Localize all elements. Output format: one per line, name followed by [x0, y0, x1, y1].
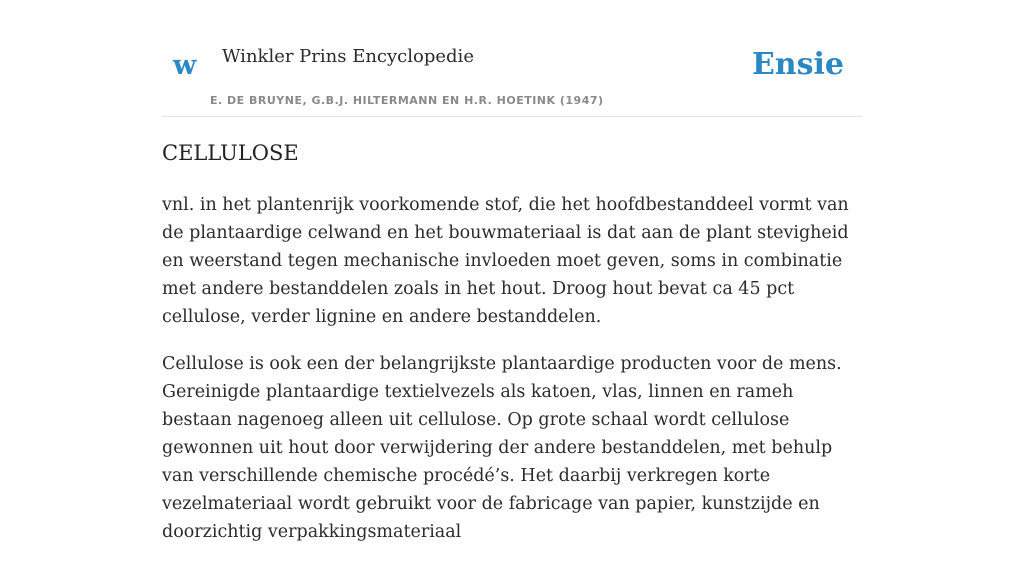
- source-authors: E. DE BRUYNE, G.B.J. HILTERMANN EN H.R. HOETINK (1947): [210, 94, 604, 107]
- ensie-logo-link[interactable]: Ensie: [751, 47, 844, 82]
- source-title[interactable]: Winkler Prins Encyclopedie: [222, 46, 474, 67]
- article-headword: CELLULOSE: [162, 141, 299, 165]
- article-paragraph: Cellulose is ook een der belangrijkste plantaardige producten voor de mens. Gereinigde plantaardige textielvezels als katoen, vlas, linnen en rameh bestaan nagenoeg alleen uit cellulose. Op grote schaal wordt cellulose gewonnen uit hout door verwijdering der andere bestanddelen, met behulp van verschillende chemische procédé’s. Het daarbij verkregen korte vezelmateriaal wordt gebruikt voor de fabricage van papier, kunstzijde en doorzichtig verpakkingsmateriaal: [162, 354, 842, 542]
- article-body: [162, 191, 862, 565]
- source-header: [162, 0, 862, 117]
- winkler-prins-logo-icon[interactable]: w: [173, 50, 197, 81]
- article-paragraph: vnl. in het plantenrijk voorkomende stof, die het hoofdbestanddeel vormt van de plantaardige celwand en het bouwmateriaal is dat aan de plant stevigheid en weerstand tegen mechanische invloeden moet geven, soms in combinatie met andere bestanddelen zoals in het hout. Droog hout bevat ca 45 pct cellulose, verder lignine en andere bestanddelen.: [162, 195, 849, 327]
